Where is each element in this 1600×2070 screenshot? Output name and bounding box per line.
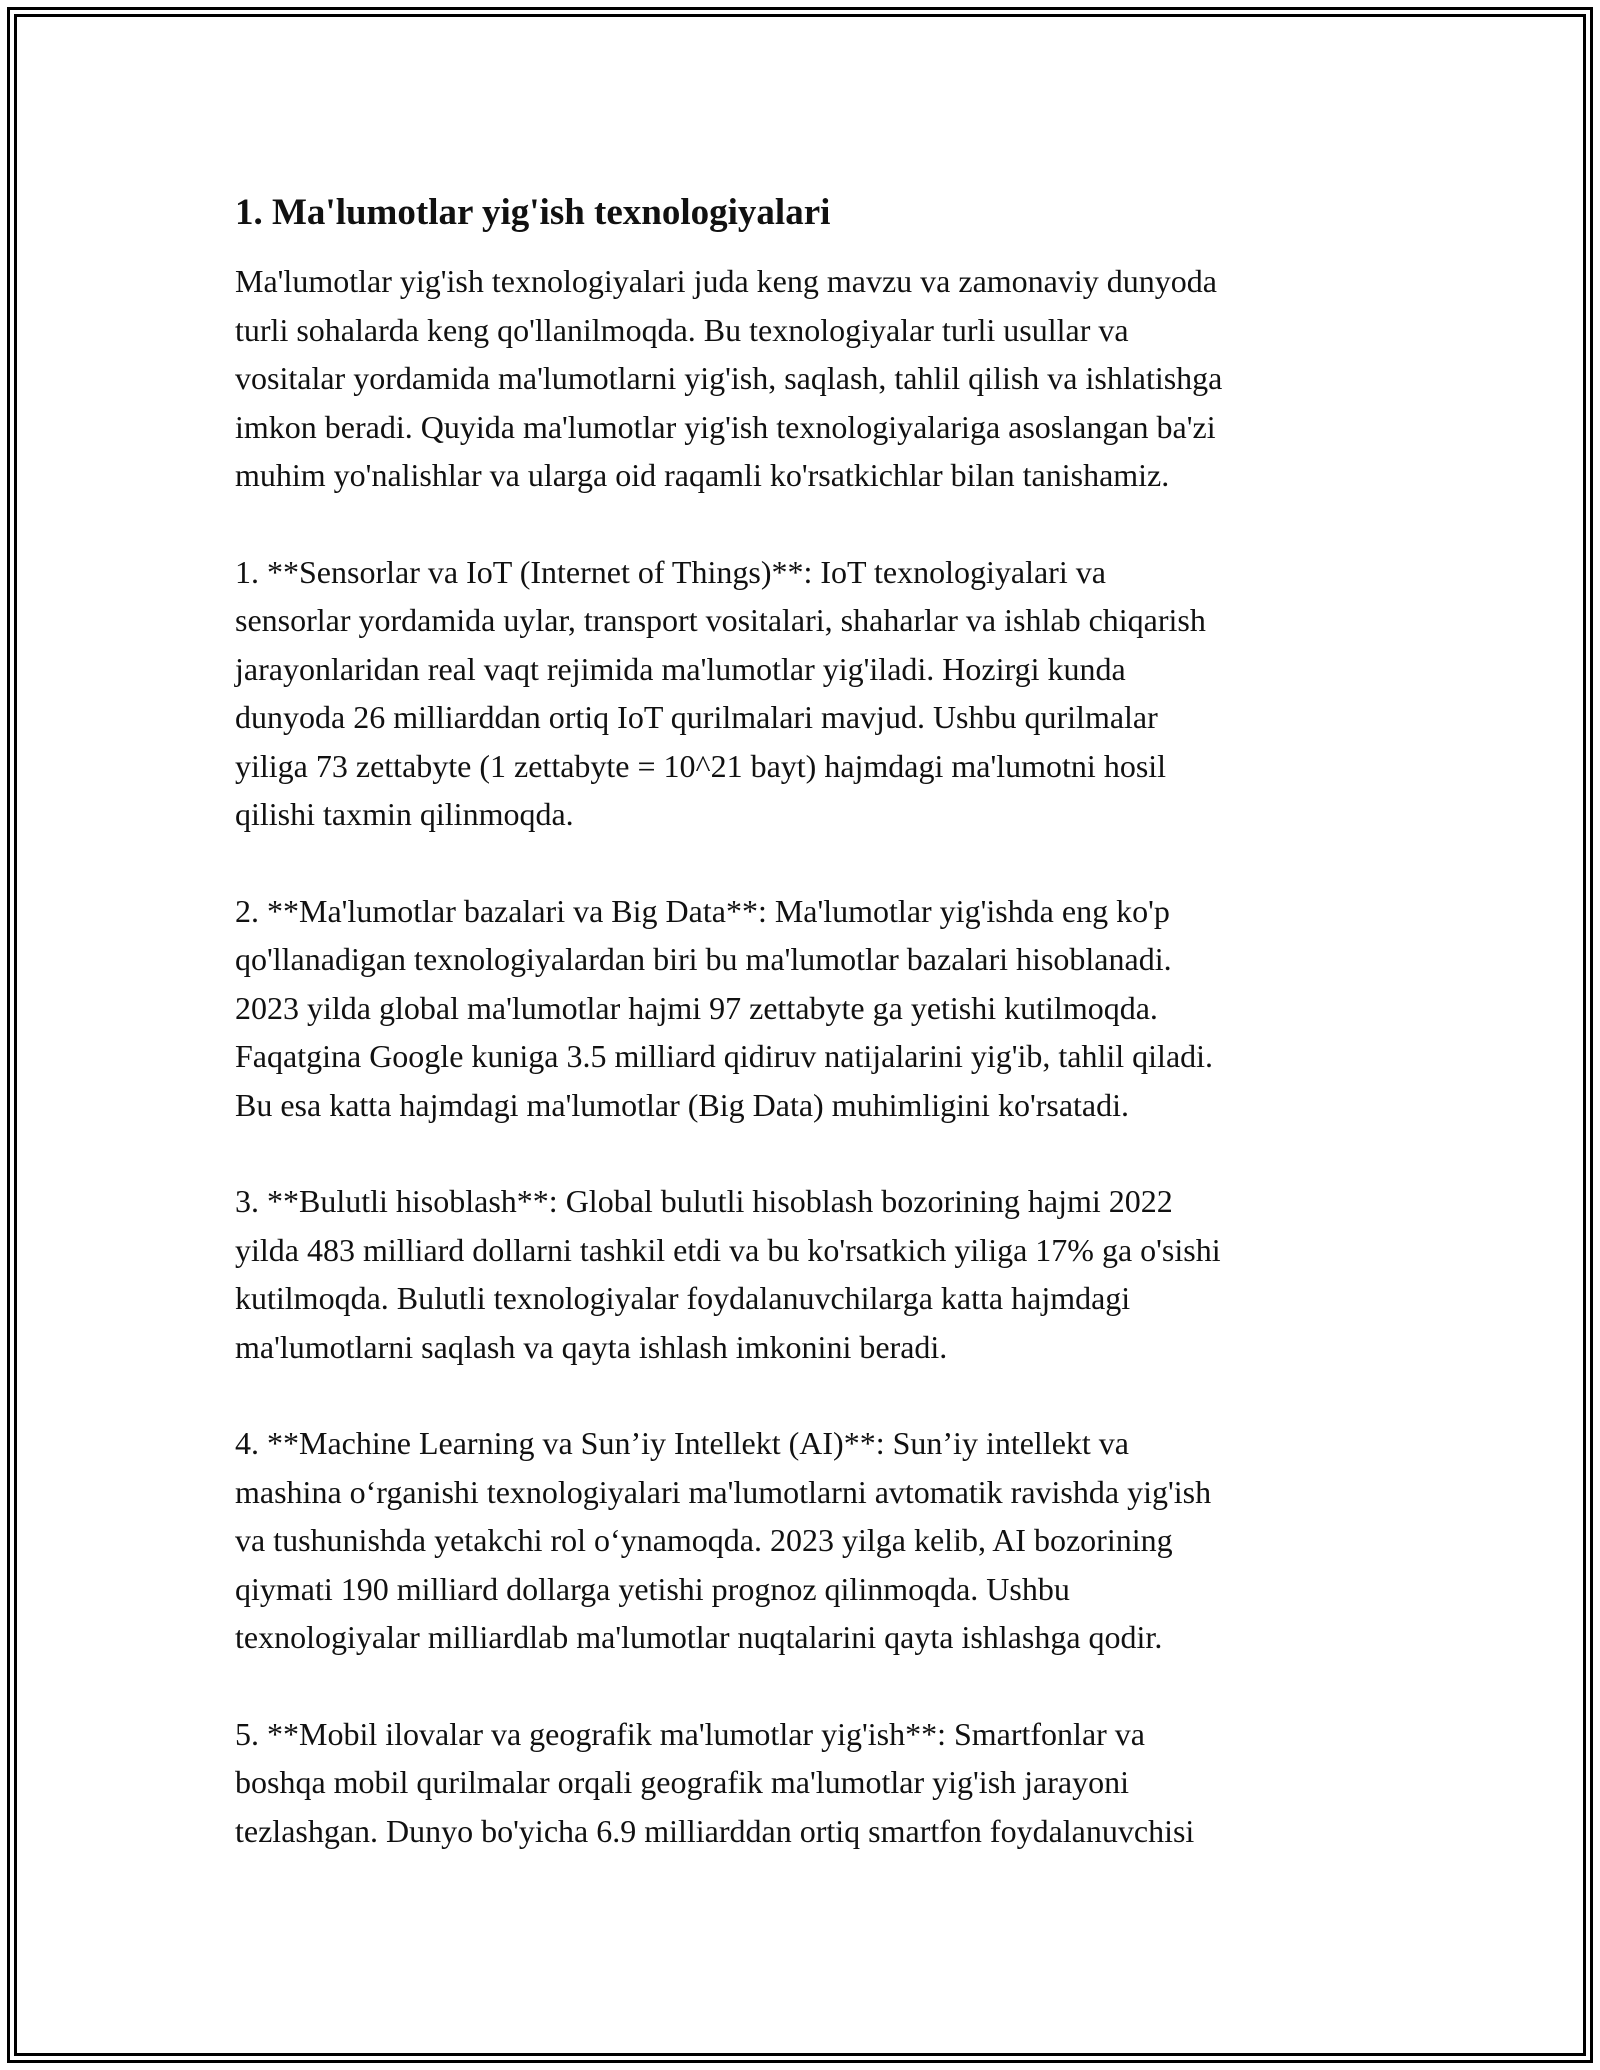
text-line: kutilmoqda. Bulutli texnologiyalar foydalanuvchilarga katta hajmdagi (235, 1280, 1131, 1316)
text-line: 2023 yilda global ma'lumotlar hajmi 97 zettabyte ga yetishi kutilmoqda. (235, 989, 1158, 1026)
iot-paragraph (235, 548, 1375, 839)
text-line: 4. **Machine Learning va Sun’iy Intellekt (AI)**: Sun’iy intellekt va (235, 1425, 1129, 1461)
text-line: muhim yo'nalishlar va ularga oid raqamli ko'rsatkichlar bilan tanishamiz. (235, 457, 1170, 493)
text-line: turli sohalarda keng qo'llanilmoqda. Bu texnologiyalar turli usullar va (235, 311, 1129, 348)
ai-paragraph (235, 1419, 1375, 1662)
mobile-paragraph (235, 1710, 1375, 1856)
text-line: texnologiyalar milliardlab ma'lumotlar nuqtalarini qayta ishlashga qodir. (235, 1619, 1163, 1655)
text-line: 3. **Bulutli hisoblash**: Global bulutli hisoblash bozorining hajmi 2022 (235, 1183, 1173, 1219)
text-line: va tushunishda yetakchi rol o‘ynamoqda. 2023 yilga kelib, AI bozorining (235, 1522, 1173, 1558)
text-line: qo'llanadigan texnologiyalardan biri bu ma'lumotlar bazalari hisoblanadi. (235, 941, 1172, 977)
text-line: qilishi taxmin qilinmoqda. (235, 796, 574, 832)
text-line: tezlashgan. Dunyo bo'yicha 6.9 milliarddan ortiq smartfon foydalanuvchisi (235, 1812, 1195, 1849)
text-line: jarayonlaridan real vaqt rejimida ma'lumotlar yig'iladi. Hozirgi kunda (235, 650, 1126, 687)
text-line: Faqatgina Google kuniga 3.5 milliard qidiruv natijalarini yig'ib, tahlil qiladi. (235, 1038, 1214, 1074)
text-line: qiymati 190 milliard dollarga yetishi prognoz qilinmoqda. Ushbu (235, 1570, 1070, 1607)
intro-paragraph (235, 257, 1375, 500)
text-line: Ma'lumotlar yig'ish texnologiyalari juda keng mavzu va zamonaviy dunyoda (235, 263, 1217, 299)
text-line: ma'lumotlarni saqlash va qayta ishlash imkonini beradi. (235, 1328, 948, 1365)
big-data-paragraph (235, 887, 1375, 1130)
text-line: boshqa mobil qurilmalar orqali geografik ma'lumotlar yig'ish jarayoni (235, 1764, 1129, 1800)
section-heading: 1. Ma'lumotlar yig'ish texnologiyalari (235, 192, 831, 233)
text-line: vositalar yordamida ma'lumotlarni yig'ish, saqlash, tahlil qilish va ishlatishga (235, 360, 1223, 396)
text-line: yilda 483 milliard dollarni tashkil etdi va bu ko'rsatkich yiliga 17% ga o'sishi (235, 1231, 1221, 1268)
text-line: 5. **Mobil ilovalar va geografik ma'lumotlar yig'ish**: Smartfonlar va (235, 1715, 1145, 1752)
text-line: Bu esa katta hajmdagi ma'lumotlar (Big Data) muhimligini ko'rsatadi. (235, 1086, 1129, 1123)
cloud-paragraph (235, 1177, 1375, 1371)
text-line: imkon beradi. Quyida ma'lumotlar yig'ish texnologiyalariga asoslangan ba'zi (235, 408, 1216, 445)
document-body (235, 189, 1375, 1903)
text-line: mashina o‘rganishi texnologiyalari ma'lumotlarni avtomatik ravishda yig'ish (235, 1473, 1212, 1510)
text-line: 2. **Ma'lumotlar bazalari va Big Data**: Ma'lumotlar yig'ishda eng ko'p (235, 892, 1170, 929)
text-line: sensorlar yordamida uylar, transport vositalari, shaharlar va ishlab chiqarish (235, 602, 1206, 638)
text-line: dunyoda 26 milliarddan ortiq IoT qurilmalari mavjud. Ushbu qurilmalar (235, 699, 1158, 735)
text-line: 1. **Sensorlar va IoT (Internet of Things)**: IoT texnologiyalari va (235, 553, 1106, 590)
text-line: yiliga 73 zettabyte (1 zettabyte = 10^21 bayt) hajmdagi ma'lumotni hosil (235, 747, 1167, 784)
